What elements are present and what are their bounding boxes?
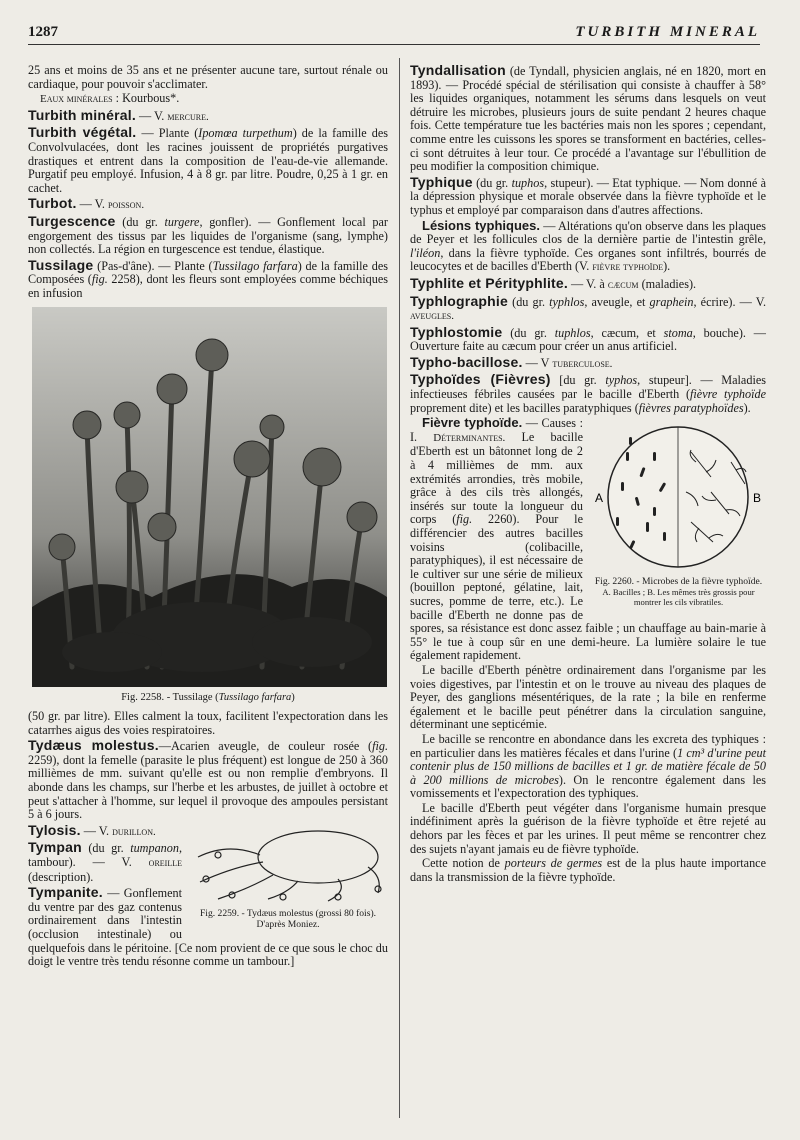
paragraph-porteurs: Le bacille d'Eberth peut végéter dans l'organisme humain presque indéfiniment après la guérison de la fièvre typhoïde et être rejeté au dehors par les fèces et par les urines. Il peut même se rencontrer chez des sujets n'ayant jamais eu de fièvre typhoïde. — [410, 800, 766, 856]
entry-typhique: Typhique (du gr. tuphos, stupeur). — Etat typhique. — Nom donné à la dépression physique et morale observée dans la fièvre typhoïde et le typhus et employé par comparaison dans d'autres affections. — [410, 173, 766, 217]
headword: Tydæus molestus. — [28, 737, 159, 754]
headword: Typhlographie — [410, 292, 509, 309]
headword: Tyndallisation — [410, 62, 506, 78]
right-column — [410, 64, 766, 885]
headword: Tussilage — [28, 256, 94, 273]
headword: Typhlostomie — [410, 323, 503, 340]
entry-tympanite: Tympanite. — Gonflement du ventre par des gaz contenus ordinairement dans l'intestin (occlusion intestinale) ou quelquefois dans le péritoine. [Ce nom provient de ce que sous le choc du doigt le ventre très tendu résonne comme un tambour.] — [28, 884, 388, 969]
headword: Typhlite et Pérityphlite. — [410, 274, 568, 291]
entry-typhlite: Typhlite et Pérityphlite. — V. à cæcum (maladies). — [410, 274, 697, 291]
entry-tylosis: Tylosis. — V. durillon. — [28, 821, 156, 838]
headword: Tympanite. — [28, 884, 103, 901]
subheadword: Fièvre typhoïde. — [422, 415, 523, 431]
entry-tussilage: Tussilage (Pas-d'âne). — Plante (Tussilago farfara) de la famille des Composées (fig. 2258), dont les fleurs sont employées comme béchiques en infusion — [28, 256, 388, 300]
tussilage-illustration — [32, 307, 387, 687]
entry-typho-bacillose: Typho-bacillose. — V tuberculose. — [410, 353, 613, 370]
entry-turgescence: Turgescence (du gr. turgere, gonfler). — Gonflement local par engorgement des tissus par les liquides de l'organisme (sang, lymphe) non collectés. La région en turgescence est tendue, élastique. — [28, 212, 388, 257]
figure-2260-caption: Fig. 2260. - Microbes de la fièvre typhoïde. — [594, 575, 763, 587]
headword: Tympan — [28, 839, 82, 856]
headword: Typho-bacillose. — [410, 353, 523, 370]
figure-2259 — [188, 827, 388, 931]
entry-fievre-typhoide: Fièvre typhoïde. — Causes : I. Déterminantes. Le bacille d'Eberth est un bâtonnet long de 2 à 4 millièmes de mm. aux extrémités arrondies, très mobile, grâce à des cils très allongés, insérés sur toute la longueur du corps (fig. 2260). Pour le différencier des autres bacilles voisins (colibacille, paratyphiques), il est nécessaire de le cultiver sur une série de milieux (bouillon peptoné, gélatine, lait, sucres, pomme de terre, etc.). Le bacille d'Eberth ne donne pas de spores, sa résistance est donc assez faible ; un chauffage au bain-marie à 55° le tue à coup sûr en une demi-heure. La lumière solaire le tue également rapidement. — [410, 415, 766, 663]
entry-tyndallisation: Tyndallisation (de Tyndall, physicien anglais, né en 1820, mort en 1893). — Procédé spécial de stérilisation qui consiste à chauffer à 58° les liquides organiques, notamment les sérums dans lesquels on veut détruire les microbes, plusieurs jours de suite pendant 2 heures chaque fois. Cette température tue les bactéries mais non les spores ; cependant, comme entre les cuissons les spores se transforment en bactéries, celles-ci sont détruites à leur tour. Ce procédé a l'avantage sur l'ébullition de peu modifier la composition chimique. — [410, 62, 766, 174]
entry-typhoides: Typhoïdes (Fièvres) [du gr. typhos, stupeur]. — Maladies infectieuses fébriles causées par le bacille d'Eberth (fièvre typhoïde proprement dite) et les bacilles paratyphiques (fièvres paratyphoïdes). — [410, 371, 766, 415]
headword: Turbot. — [28, 195, 77, 212]
bacilli-drawing — [591, 422, 766, 572]
figure-label-b: B — [753, 491, 762, 506]
column-divider — [399, 58, 400, 1118]
figure-2260 — [591, 422, 766, 607]
headword: Turgescence — [28, 212, 116, 229]
entry-tympan: Tympan (du gr. tumpanon, tambour). — V. oreille (description). — [28, 839, 182, 884]
tussilage-photo — [32, 307, 387, 687]
figure-2258 — [28, 307, 388, 705]
paragraph-notion: Cette notion de porteurs de germes est de la plus haute importance dans la transmission de la fièvre typhoïde. — [410, 856, 766, 884]
subheadword: Lésions typhiques. — [422, 217, 540, 233]
entry-turbot: Turbot. — V. poisson. — [28, 195, 145, 212]
headword: Typhique — [410, 173, 473, 190]
entry-turbith-mineral: Turbith minéral. — V. mercure. — [28, 106, 209, 123]
entry-typhlographie: Typhlographie (du gr. typhlos, aveugle, et graphein, écrire). — V. aveugles. — [410, 292, 766, 323]
figure-2258-caption: Fig. 2258. - Tussilage (Tussilago farfara) — [121, 691, 295, 703]
continuation-text: 25 ans et moins de 35 ans et ne présenter aucune tare, surtout rénale ou cardiaque, pour pouvoir s'acclimater. — [28, 63, 388, 91]
headword: Typhoïdes (Fièvres) — [410, 371, 551, 388]
entry-lesions-typhiques: Lésions typhiques. — Altérations qu'on observe dans les plaques de Peyer et les follicules clos de la dernière partie de l'intestin grêle, l'iléon, dans la fièvre typhoïde. Ces organes sont infiltrés, bourrés de leucocytes et de bacilles d'Eberth (V. fièvre typhoïde). — [410, 217, 766, 274]
tydaeus-drawing — [188, 827, 388, 905]
headword: Tylosis. — [28, 821, 81, 838]
eaux-minerales: Eaux minérales : Kourbous*. — [40, 91, 180, 106]
headword: Turbith végétal. — [28, 124, 137, 141]
tussilage-continuation: (50 gr. par litre). Elles calment la toux, facilitent l'expectoration dans les catarrhes aigus des voies respiratoires. — [28, 709, 388, 737]
headword: Turbith minéral. — [28, 106, 136, 123]
figure-2260-subcaption: A. Bacilles ; B. Les mêmes très grossis pour montrer les cils vibratiles. — [602, 586, 755, 607]
entry-tydaeus: Tydæus molestus.—Acarien aveugle, de couleur rosée (fig. 2259), dont la femelle (parasite le plus fréquent) est longue de 250 à 360 millièmes de mm. suivant qu'elle est ou non remplie d'embryons. Il abonde dans les champs, sur l'herbe et les arbustes, de juillet à octobre et peut s'attacher à l'homme, sur lequel il provoque des ampoules persistant 5 à 6 jours. — [28, 737, 388, 822]
entry-typhlostomie: Typhlostomie (du gr. tuphlos, cæcum, et stoma, bouche). — Ouverture faite au cæcum pour créer un anus artificiel. — [410, 323, 766, 354]
page-number: 1287 — [28, 24, 58, 40]
figure-2259-caption: Fig. 2259. - Tydæus molestus (grossi 80 fois). D'après Moniez. — [199, 908, 377, 931]
left-column — [28, 64, 388, 970]
paragraph-penetration: Le bacille d'Eberth pénètre ordinairement dans l'organisme par les voies digestives, par l'intestin et on le trouve au niveau des plaques de Peyer, des ganglions mésentériques, de la rate ; la bile en renferme également et le bacille peut pénétrer dans la circulation sanguine, déterminant une septicémie. — [410, 662, 766, 732]
figure-label-a: A — [595, 491, 604, 506]
entry-turbith-vegetal: Turbith végétal. — Plante (Ipomœa turpethum) de la famille des Convolvulacées, dont les racines jouissent de propriétés purgatives drastiques et entrent dans la composition de l'eau-de-vie allemande. Purgatif peu employé. Infusion, 4 à 8 gr. par litre. Poudre, 0,25 à 1 gr. en cachet. — [28, 124, 388, 195]
paragraph-excreta: Le bacille se rencontre en abondance dans les excreta des typhiques : en particulier dans les matières fécales et dans l'urine (1 cm³ d'urine peut contenir plus de 150 millions de bacilles et 1 gr. de matière fécale de 50 à 200 millions de microbes). On le rencontre également dans les vomissements et l'expectoration des typhiques. — [410, 731, 766, 801]
running-title: TURBITH MINERAL — [575, 24, 760, 40]
running-head — [28, 22, 760, 45]
